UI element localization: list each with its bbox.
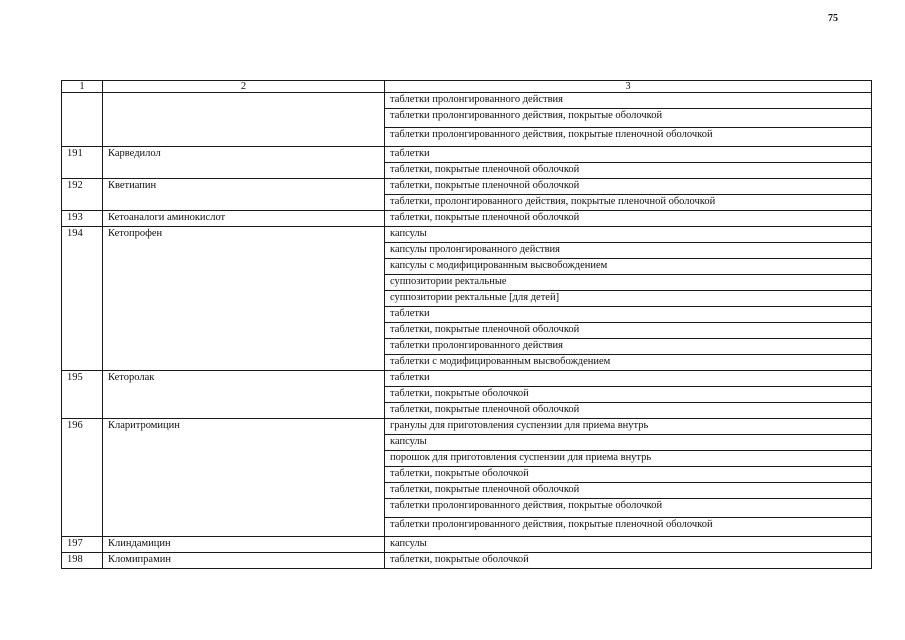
dosage-form-cell: капсулы пролонгированного действия [385, 243, 872, 259]
dosage-form-cell: таблетки, покрытые оболочкой [385, 387, 872, 403]
row-number-cell: 196 [62, 419, 103, 537]
dosage-form-cell: таблетки, пролонгированного действия, покрытые пленочной оболочкой [385, 195, 872, 211]
table-row [62, 93, 872, 109]
row-number-cell: 198 [62, 553, 103, 569]
dosage-form-cell: таблетки пролонгированного действия, покрытые пленочной оболочкой [385, 518, 872, 537]
dosage-form-cell: таблетки, покрытые оболочкой [385, 553, 872, 569]
dosage-form-cell: таблетки, покрытые пленочной оболочкой [385, 483, 872, 499]
dosage-form-cell: таблетки, покрытые пленочной оболочкой [385, 179, 872, 195]
table-header [62, 81, 872, 93]
table-row [62, 227, 872, 243]
row-number-cell: 192 [62, 179, 103, 211]
dosage-form-cell: таблетки, покрытые оболочкой [385, 467, 872, 483]
drug-name-cell [103, 93, 385, 147]
dosage-form-cell: таблетки пролонгированного действия, покрытые оболочкой [385, 109, 872, 128]
row-number-cell [62, 93, 103, 147]
dosage-form-cell: таблетки пролонгированного действия, покрытые пленочной оболочкой [385, 128, 872, 147]
drug-name-cell: Кетопрофен [103, 227, 385, 371]
drug-name-cell: Кломипрамин [103, 553, 385, 569]
table-row [62, 179, 872, 195]
dosage-form-cell: суппозитории ректальные [для детей] [385, 291, 872, 307]
drug-forms-table [61, 80, 872, 569]
header-col-3: 3 [385, 81, 872, 93]
header-col-2: 2 [103, 81, 385, 93]
dosage-form-cell: капсулы [385, 435, 872, 451]
drug-name-cell: Кларитромицин [103, 419, 385, 537]
table-row [62, 537, 872, 553]
dosage-form-cell: таблетки, покрытые пленочной оболочкой [385, 163, 872, 179]
dosage-form-cell: таблетки пролонгированного действия [385, 93, 872, 109]
dosage-form-cell: таблетки, покрытые пленочной оболочкой [385, 323, 872, 339]
dosage-form-cell: таблетки, покрытые пленочной оболочкой [385, 211, 872, 227]
drug-name-cell: Кветиапин [103, 179, 385, 211]
row-number-cell: 193 [62, 211, 103, 227]
header-col-1: 1 [62, 81, 103, 93]
dosage-form-cell: капсулы [385, 227, 872, 243]
dosage-form-cell: капсулы с модифицированным высвобождением [385, 259, 872, 275]
drug-name-cell: Кетоаналоги аминокислот [103, 211, 385, 227]
dosage-form-cell: гранулы для приготовления суспензии для приема внутрь [385, 419, 872, 435]
drug-name-cell: Карведилол [103, 147, 385, 179]
dosage-form-cell: таблетки [385, 147, 872, 163]
table-row [62, 371, 872, 387]
dosage-form-cell: таблетки [385, 307, 872, 323]
dosage-form-cell: таблетки пролонгированного действия [385, 339, 872, 355]
table-row [62, 211, 872, 227]
header-row [62, 81, 872, 93]
dosage-form-cell: таблетки с модифицированным высвобождением [385, 355, 872, 371]
row-number-cell: 195 [62, 371, 103, 419]
row-number-cell: 197 [62, 537, 103, 553]
dosage-form-cell: таблетки пролонгированного действия, покрытые оболочкой [385, 499, 872, 518]
dosage-form-cell: суппозитории ректальные [385, 275, 872, 291]
table-row [62, 419, 872, 435]
dosage-form-cell: таблетки [385, 371, 872, 387]
table-body [62, 93, 872, 569]
row-number-cell: 191 [62, 147, 103, 179]
dosage-form-cell: таблетки, покрытые пленочной оболочкой [385, 403, 872, 419]
drug-name-cell: Клиндамицин [103, 537, 385, 553]
row-number-cell: 194 [62, 227, 103, 371]
dosage-form-cell: порошок для приготовления суспензии для приема внутрь [385, 451, 872, 467]
page-number: 75 [828, 13, 838, 24]
drug-name-cell: Кеторолак [103, 371, 385, 419]
table-row [62, 147, 872, 163]
dosage-form-cell: капсулы [385, 537, 872, 553]
table-row [62, 553, 872, 569]
